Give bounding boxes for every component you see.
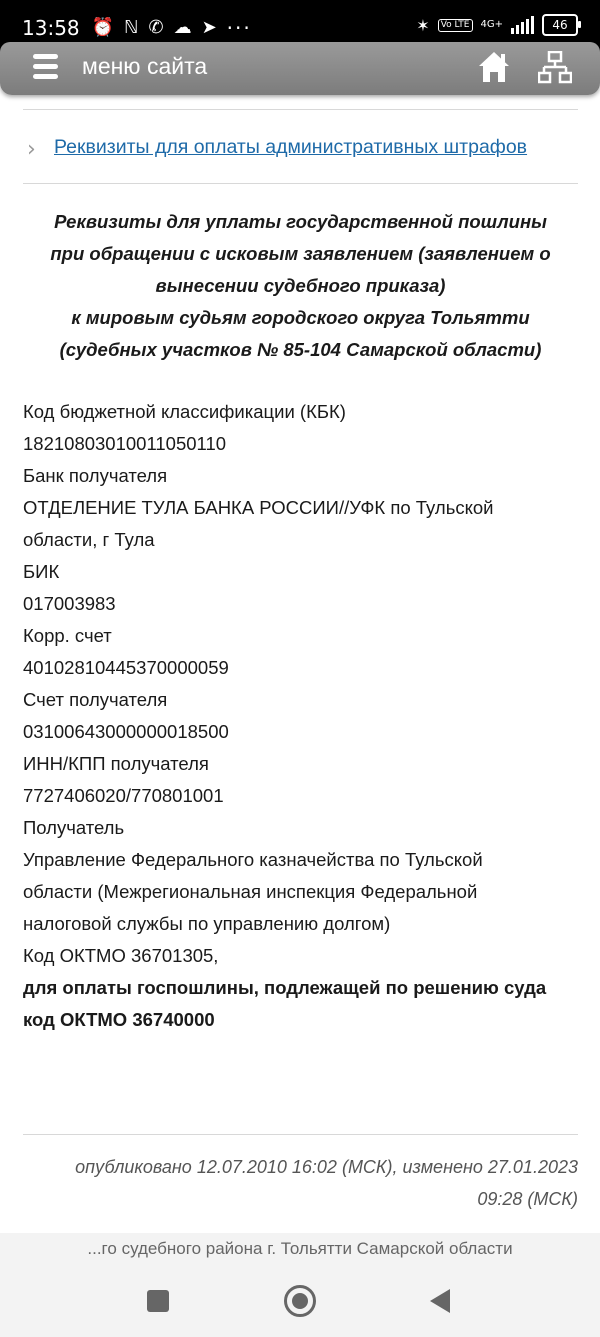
menu-icon[interactable] bbox=[33, 54, 58, 81]
requisites-heading bbox=[23, 206, 578, 366]
detail-line: ИНН/КПП получателя bbox=[23, 753, 209, 774]
home-button[interactable] bbox=[284, 1285, 316, 1317]
detail-line: налоговой службы по управлению долгом) bbox=[23, 913, 391, 934]
heading-line: к мировым судьям городского округа Тольятти bbox=[71, 307, 530, 328]
detail-line: БИК bbox=[23, 561, 60, 582]
detail-line-bold: для оплаты госпошлины, подлежащей по решению суда bbox=[23, 977, 547, 998]
detail-line: области (Межрегиональная инспекция Федеральной bbox=[23, 881, 478, 902]
detail-line: 03100643000000018500 bbox=[23, 721, 229, 742]
heading-line: вынесении судебного приказа) bbox=[155, 275, 446, 296]
battery-icon bbox=[542, 14, 578, 36]
detail-line: Код бюджетной классификации (КБК) bbox=[23, 401, 346, 422]
home-icon[interactable] bbox=[478, 50, 510, 84]
volte-icon: Vo LTE bbox=[438, 19, 473, 32]
fines-link-row[interactable] bbox=[23, 134, 583, 164]
fines-requisites-link[interactable]: Реквизиты для оплаты административных штрафов bbox=[54, 136, 528, 158]
detail-line: Код ОКТМО 36701305, bbox=[23, 945, 219, 966]
heading-line: Реквизиты для уплаты государственной пошлины bbox=[54, 211, 547, 232]
chevron-right-icon: › bbox=[27, 137, 36, 162]
published-info bbox=[23, 1151, 578, 1215]
recent-apps-button[interactable] bbox=[147, 1290, 169, 1312]
telegram-icon: ➤ bbox=[201, 17, 217, 38]
bluetooth-icon: ✶ bbox=[416, 15, 430, 35]
detail-line: Банк получателя bbox=[23, 465, 168, 486]
detail-line: 7727406020/770801001 bbox=[23, 785, 224, 806]
detail-line: области, г Тула bbox=[23, 529, 155, 550]
heading-line: (судебных участков № 85-104 Самарской области) bbox=[59, 339, 542, 360]
site-title-footer[interactable]: ...го судебного района г. Тольятти Самарской области bbox=[87, 1239, 513, 1258]
notification-icons bbox=[92, 19, 217, 37]
signal-icon bbox=[511, 16, 534, 34]
messenger-icon: ☁ bbox=[173, 17, 192, 38]
detail-line: Корр. счет bbox=[23, 625, 112, 646]
published-line: опубликовано 12.07.2010 16:02 (МСК), изменено 27.01.2023 bbox=[75, 1157, 578, 1177]
detail-line: 18210803010011050110 bbox=[23, 433, 227, 454]
detail-line: Получатель bbox=[23, 817, 125, 838]
viber-icon: ✆ bbox=[148, 17, 164, 38]
network-type: 4G+ bbox=[480, 19, 503, 30]
nfc-icon: ℕ bbox=[124, 17, 139, 38]
detail-line: 017003983 bbox=[23, 593, 116, 614]
more-notifications-icon: ··· bbox=[226, 16, 252, 40]
detail-line: Счет получателя bbox=[23, 689, 168, 710]
bottom-bar bbox=[0, 1233, 600, 1337]
battery-level: 46 bbox=[552, 18, 568, 32]
detail-line: ОТДЕЛЕНИЕ ТУЛА БАНКА РОССИИ//УФК по Тульской bbox=[23, 497, 494, 518]
published-line: 09:28 (МСК) bbox=[477, 1189, 578, 1209]
site-navbar bbox=[0, 42, 600, 95]
status-time: 13:58 bbox=[22, 16, 80, 40]
divider bbox=[23, 1134, 578, 1135]
sitemap-icon[interactable] bbox=[538, 51, 572, 85]
divider bbox=[23, 109, 578, 110]
back-button[interactable] bbox=[430, 1289, 450, 1313]
heading-line: при обращении с исковым заявлением (заявлением о bbox=[50, 243, 551, 264]
alarm-icon: ⏰ bbox=[91, 17, 115, 38]
menu-title[interactable]: меню сайта bbox=[82, 53, 208, 79]
payment-details bbox=[23, 396, 583, 1036]
status-right bbox=[416, 14, 578, 36]
detail-line: Управление Федерального казначейства по Тульской bbox=[23, 849, 483, 870]
divider bbox=[23, 183, 578, 184]
detail-line: 40102810445370000059 bbox=[23, 657, 229, 678]
detail-line-bold: код ОКТМО 36740000 bbox=[23, 1009, 215, 1030]
